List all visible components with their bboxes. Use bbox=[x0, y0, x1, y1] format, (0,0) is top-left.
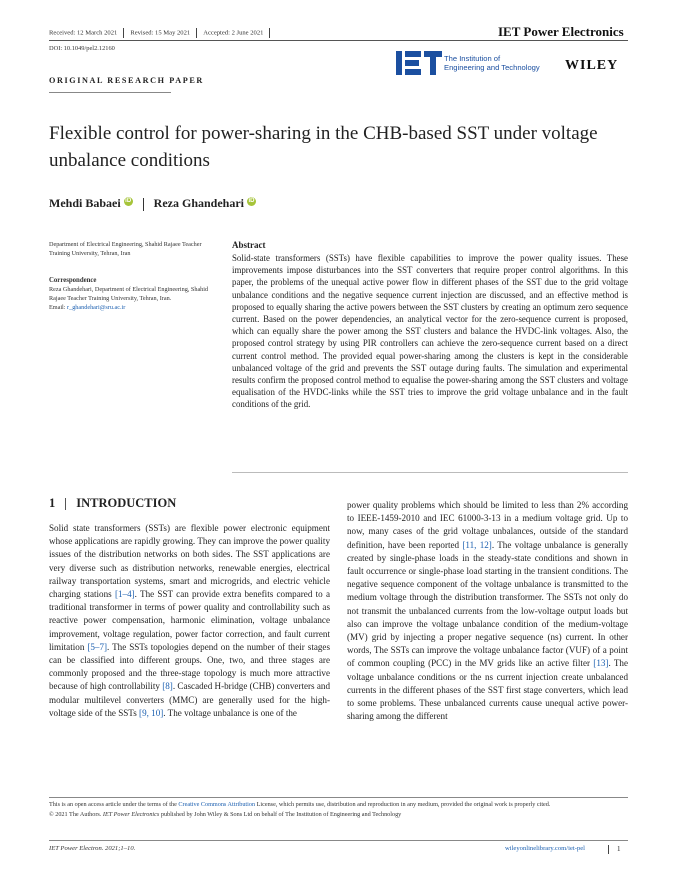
citation-info: IET Power Electron. 2021;1–10. bbox=[49, 845, 136, 852]
email-label: Email: bbox=[49, 304, 66, 311]
doi[interactable]: DOI: 10.1049/pel2.12160 bbox=[49, 45, 115, 52]
article-type: ORIGINAL RESEARCH PAPER bbox=[49, 76, 204, 85]
abstract-heading: Abstract bbox=[232, 240, 266, 250]
section-title: INTRODUCTION bbox=[76, 496, 177, 510]
header-divider bbox=[49, 40, 628, 41]
license-link[interactable]: Creative Commons Attribution bbox=[178, 801, 256, 808]
correspondence bbox=[49, 276, 219, 312]
citation-link[interactable]: [9, 10] bbox=[139, 707, 164, 718]
correspondence-heading: Correspondence bbox=[49, 277, 97, 284]
article-type-divider bbox=[49, 92, 171, 93]
accepted-date: Accepted: 2 June 2021 bbox=[203, 29, 264, 37]
author-name[interactable]: Mehdi Babaei bbox=[49, 196, 121, 210]
license-footnote: This is an open access article under the terms of the Creative Commons Attribution License, which permits use, distribution and reproduction in any medium, provided the original work is properly cited. © 2021 The Authors. IET Power Electronics published by John Wiley & Sons Ltd on behalf of The Institution of Engineering and Technology bbox=[49, 801, 551, 818]
citation-link[interactable]: [13] bbox=[593, 658, 609, 669]
affiliation: Department of Electrical Engineering, Shahid Rajaee Teacher Training University, Tehran, Iran bbox=[49, 241, 202, 257]
wiley-logo: WILEY bbox=[565, 58, 619, 73]
revised-date: Revised: 15 May 2021 bbox=[130, 29, 191, 37]
citation-link[interactable]: [5–7] bbox=[87, 641, 108, 652]
abstract-text: Solid-state transformers (SSTs) have flexible capabilities to improve the power quality issues. These improvements impose disturbances into the SST converters that require proper control algorithms. In this paper, the problems of the unequal active power flow in different phases of the SST due to the grid voltage unbalance conditions and the negative sequence current injection are discussed, and an effective method is proposed to equally sharing the active powers between the SST clusters by creating an optimum zero sequence current. Based on the power dependencies, an analytical vector for the zero-sequence current is proposed, which can equally share the power among the SST clusters and balance the HVDC-link voltages. Also, the proposed control strategy by using PIR controllers can achieve the zero-sequence current based on a direct current control method. The provided equal power-sharing among the clusters is kept in the considerable unbalanced voltage of the grid and prevents the SST outage during faults. The simulation and experimental results confirm the proposed control method to equalise the power-sharing among the SST clusters and voltage equalisation of the HVDC-links while the SST tries to improve the grid voltage unbalance and in the fault conditions of the grid. bbox=[232, 253, 628, 410]
author-list bbox=[49, 196, 256, 211]
abstract-divider bbox=[232, 472, 628, 473]
citation-link[interactable]: [8] bbox=[162, 681, 173, 692]
orcid-icon[interactable]: iD bbox=[248, 198, 255, 204]
section-number: 1 bbox=[49, 496, 56, 510]
footer-separator bbox=[608, 845, 609, 854]
author-name[interactable]: Reza Ghandehari bbox=[153, 196, 245, 210]
journal-url[interactable]: wileyonlinelibrary.com/iet-pel bbox=[505, 845, 585, 852]
paper-title: Flexible control for power-sharing in the CHB-based SST under voltage unbalance conditions bbox=[49, 123, 598, 171]
body-column-left: Solid state transformers (SSTs) are flexible power electronic equipment whose applications are rapidly growing. They can improve the power quality issues of the distribution networks on both sides. The SST applications are very diverse such as distribution networks, renewable energies, electrical railway transportation systems, smart and microgrids, and electric vehicle charging stations [1–4]. The SST can provide extra benefits compared to a traditional transformer in terms of power quality and controllability such as reactive power compensation, harmonic elimination, voltage unbalance improvement, voltage regulation, power factor correction, and fault current limitation [5–7]. The SSTs topologies depend on the number of their stages can be classified into different groups. One, two, and three stages are commonly proposed and the three-stage topology is much more attractive because of high controllability [8]. Cascaded H-bridge (CHB) converters and modular multilevel converters (MMC) are generally used for the high-voltage side of the SSTs [9, 10]. The voltage unbalance is one of the bbox=[49, 523, 330, 718]
received-date: Received: 12 March 2021 bbox=[49, 29, 118, 37]
orcid-icon[interactable]: iD bbox=[125, 198, 132, 204]
footer-divider bbox=[49, 840, 628, 841]
iet-name: The Institution of Engineering and Technology bbox=[444, 54, 540, 72]
section-heading bbox=[49, 496, 176, 511]
article-dates bbox=[49, 28, 276, 38]
email-link[interactable]: r_ghandehari@sru.ac.ir bbox=[67, 304, 126, 311]
body-column-right: power quality problems which should be limited to less than 2% according to IEEE-1459-2010 and IEC 61000-3-13 in a medium voltage grid. Up to now, many cases of the grid voltage unbalances, outside of the standard definition, have been reported [11, 12]. The voltage unbalance is generally created by single-phase loads in the steady-state conditions and shown in fault occurrence or single-phase load starting in the transient conditions. The negative sequence component of the voltage unbalance is transmitted to the medium voltage through the distribution transformer. The SSTs not only do not transmit the unbalanced currents from the low-voltage output loads but also can improve the voltage unbalance condition of the medium-voltage (MV) grid by injecting a proper negative sequence (ns) current. In other words, The SSTs can improve the voltage unbalance factor (VUF) of a point of common coupling (PCC) in the MV grids like an active filter [13]. The voltage unbalance conditions or the ns current injection create unbalanced currents in the different phases of the SST first stage converters, which lead to some problems. These unbalanced currents cause unequal active power-sharing among the different bbox=[347, 500, 628, 722]
citation-link[interactable]: [1–4] bbox=[114, 589, 135, 600]
footnote-divider bbox=[49, 797, 628, 798]
journal-name: IET Power Electronics bbox=[498, 24, 624, 39]
citation-link[interactable]: [11, 12] bbox=[462, 539, 492, 550]
page-number: 1 bbox=[617, 845, 621, 853]
correspondence-text: Reza Ghandehari, Department of Electrical Engineering, Shahid Rajaee Teacher Training University, Tehran, Iran. bbox=[49, 286, 209, 302]
